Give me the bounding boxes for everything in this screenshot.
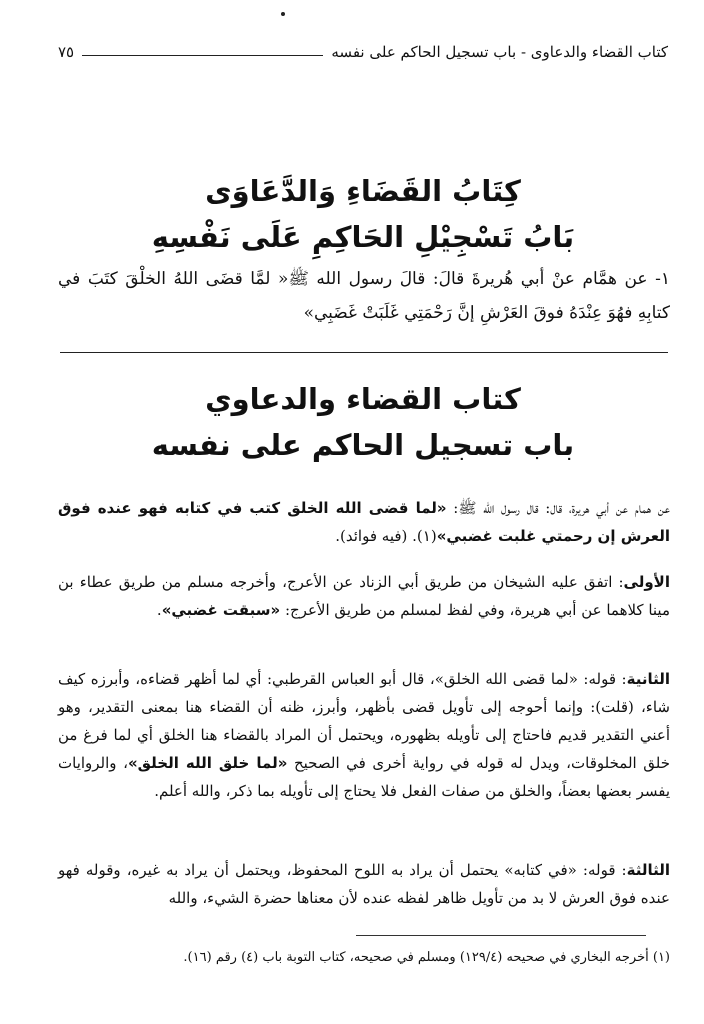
intro-paragraph	[58, 494, 670, 550]
commentary-title	[58, 376, 668, 468]
book-title: كِتَابُ القَضَاءِ وَالدَّعَاوَى	[205, 174, 521, 208]
section-divider	[60, 352, 668, 353]
main-title	[58, 168, 668, 260]
header-rule	[82, 55, 323, 56]
chapter-title: بَابُ تَسْجِيْلِ الحَاكِمِ عَلَى نَفْسِهِ	[151, 220, 575, 254]
print-speck	[281, 12, 285, 16]
point-third	[58, 856, 670, 912]
point-text: : قوله: «في كتابه» يحتمل أن يراد به اللوح المحفوظ، ويحتمل أن يراد به غيره، وقوله فهو عنده فوق العرش لا بد من تأويل ظاهر لفظه عنده لأن معناها حضرة الشيء، والله	[58, 861, 670, 907]
intro-text: عن همام عن أبي هريرة، قال: قال رسول الله ﷺ:	[446, 499, 670, 517]
point-tail: ، والروايات يفسر بعضها بعضاً، والخلق من صفات الفعل فلا يحتاج إلى تأويله بما ذكر، والله أعلم.	[58, 754, 670, 800]
point-quote: «سبقت غضبي»	[161, 601, 281, 619]
point-text: : قوله: «لما قضى الله الخلق»، قال أبو العباس القرطبي: أي لما أظهر قضاءه، وأبرزه كيف شاء، (قلت): وإنما أحوجه إلى تأويل قضى بأظهر، وأبرز، ظنه أن القضاء هنا بمعنى التقدير، وهو أعني التقدير قديم فاحتاج إلى تأويله بظهوره، ويحتمل أن المراد بالقضاء هنا الخلق أي لما فرغ من خلق المخلوقات، ويدل له قوله في رواية أخرى في الصحيح	[58, 670, 670, 772]
running-title: كتاب القضاء والدعاوى - باب تسجيل الحاكم على نفسه	[331, 43, 668, 61]
point-label: الثانية	[626, 670, 670, 688]
commentary-chapter-title: باب تسجيل الحاكم على نفسه	[151, 428, 575, 462]
footnote: (١) أخرجه البخاري في صحيحه (١٢٩/٤) ومسلم في صحيحه، كتاب التوبة باب (٤) رقم (١٦).	[183, 950, 670, 965]
point-text: : اتفق عليه الشيخان من طريق أبي الزناد عن الأعرج، وأخرجه مسلم من طريق عطاء بن مينا كلاهما عن أبي هريرة، وفي لفظ لمسلم من طريق الأعرج:	[58, 573, 670, 619]
hadith-text: ١- عن همَّام عنْ أبي هُريرةَ قالَ: قالَ رسول الله ﷺ« لمَّا قضَى اللهُ الخلْقَ كتَبَ في كتابِهِ فهُوَ عِنْدَهُ فوقَ العَرْشِ إنَّ رَحْمَتِي غَلَبَتْ غَضَبِي»	[58, 269, 670, 323]
point-first	[58, 568, 670, 624]
point-label: الثالثة	[626, 861, 670, 879]
point-label: الأولى	[623, 573, 670, 591]
footnote-rule	[356, 935, 646, 936]
point-tail: .	[156, 601, 162, 619]
page-number: ٧٥	[58, 43, 75, 61]
point-second	[58, 665, 670, 805]
running-header	[58, 42, 668, 62]
point-quote: «لما خلق الله الخلق»	[127, 754, 288, 772]
commentary-book-title: كتاب القضاء والدعاوي	[205, 382, 521, 416]
intro-tail: (١). (فيه فوائد).	[335, 527, 437, 545]
intro-quote: «لما قضى الله الخلق كتب في كتابه فهو عنده فوق العرش إن رحمتي غلبت غضبي»	[58, 499, 670, 545]
